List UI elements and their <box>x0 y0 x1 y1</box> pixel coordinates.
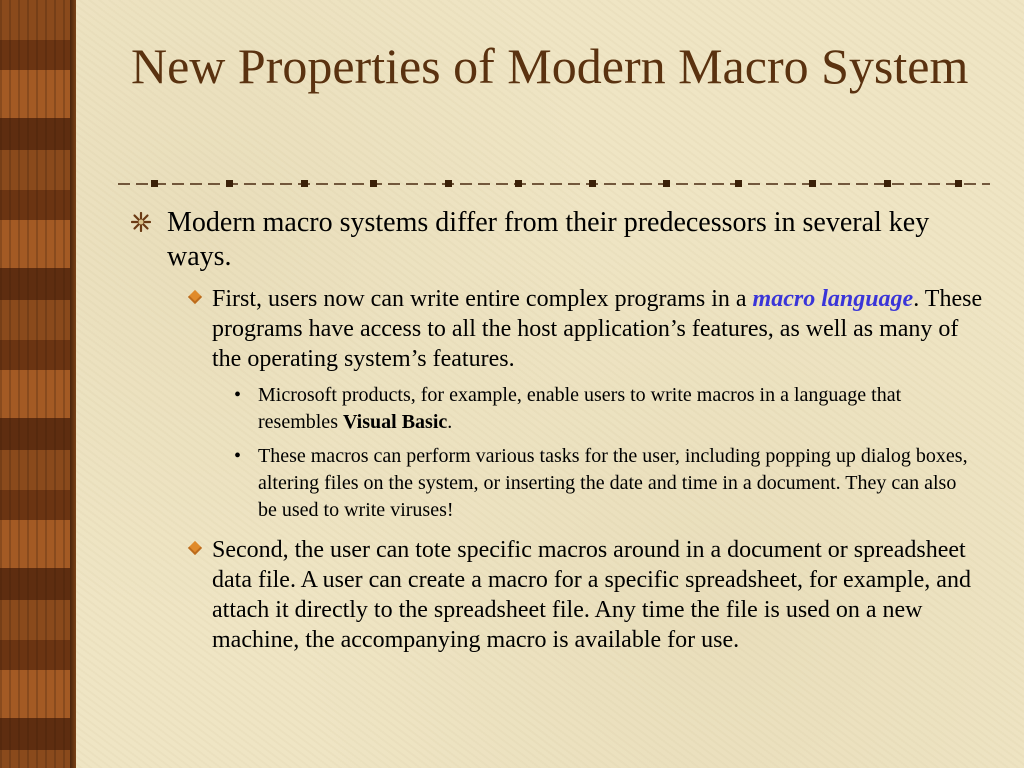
sub-bullet-tasks-text: These macros can perform various tasks for the user, including popping up dialog boxes, altering files on the system, or inserting the date and time in a document. They can also be used to write viruses! <box>258 445 968 521</box>
bullet-first-post: . These programs have access to all the host application’s features, as well as many of the operating system’s features. <box>212 286 983 372</box>
diamond-bullet-icon <box>188 541 202 555</box>
diamond-bullet-icon <box>188 290 202 304</box>
bullet-first-pre: First, users now can write entire complex programs in a <box>212 286 753 312</box>
sub-bullet-microsoft-text <box>258 382 978 436</box>
macro-language-emphasis: macro language <box>752 286 914 312</box>
dot-bullet-icon: • <box>234 384 242 406</box>
visual-basic-bold: Visual Basic <box>342 411 448 433</box>
slide-title: New Properties of Modern Macro System <box>131 38 969 94</box>
bullet-first-text <box>212 284 992 374</box>
bullet-second-text: Second, the user can tote specific macros around in a document or spreadsheet data file. A user can create a macro for a specific spreadsheet, for example, and attach it directly to the spreadsheet file. Any time the file is used on a new machine, the accompanying macro is available for use. <box>212 537 971 653</box>
sub1-pre: Microsoft products, for example, enable users to write macros in a language that resembles <box>258 384 902 433</box>
star-bullet-icon <box>131 212 151 232</box>
sub1-post: . <box>447 411 453 433</box>
dot-bullet-icon: • <box>234 445 242 467</box>
bullet-level1-text: Modern macro systems differ from their predecessors in several key ways. <box>167 207 930 272</box>
